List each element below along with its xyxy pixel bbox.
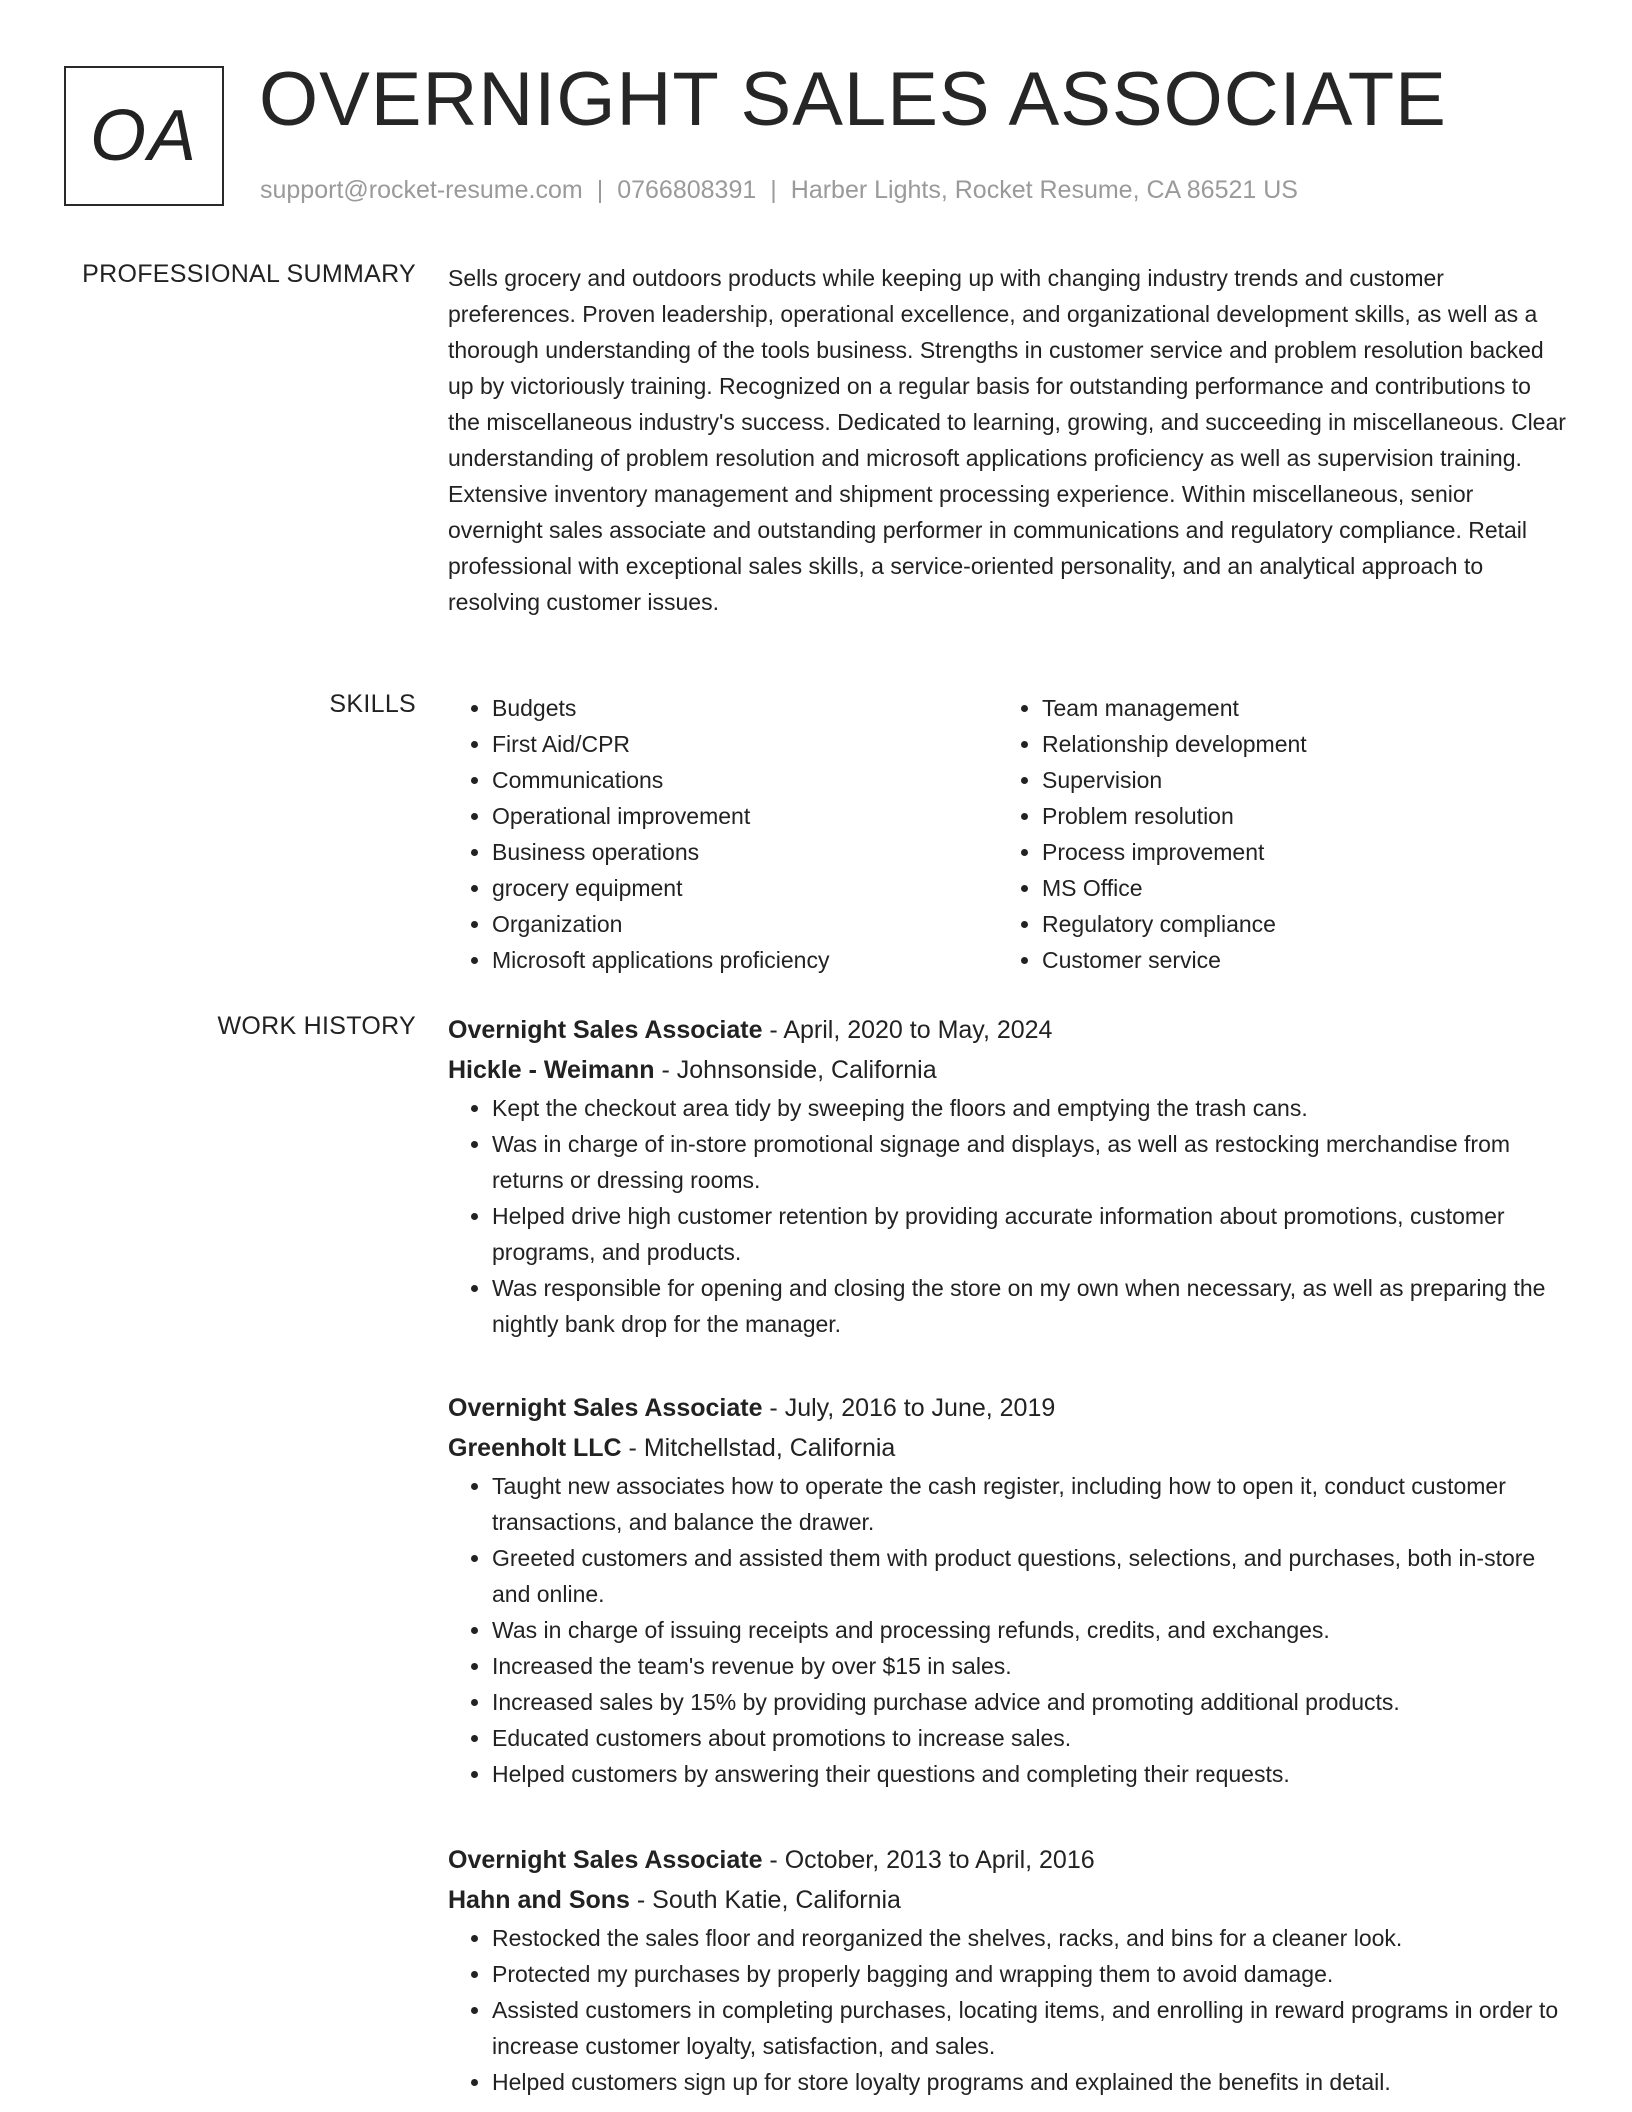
work-history-label: WORK HISTORY — [217, 1012, 416, 1040]
summary-text: Sells grocery and outdoors products while keeping up with changing industry trends and customer preferences. Proven leadership, operational excellence, and organizational development skills, as well as a thorough understanding of the tools business. Strengths in customer service and problem resolution backed up by victoriously training. Recognized on a regular basis for outstanding performance and contributions to the miscellaneous industry's success. Dedicated to learning, growing, and succeeding in miscellaneous. Clear understanding of problem resolution and microsoft applications proficiency as well as supervision training. Extensive inventory management and shipment processing experience. Within miscellaneous, senior overnight sales associate and outstanding performer in communications and regulatory compliance. Retail professional with exceptional sales skills, a service-oriented personality, and an analytical approach to resolving customer issues. — [448, 265, 1566, 615]
skill-item: • Communications — [492, 762, 998, 798]
contact-email: support@rocket-resume.com — [260, 176, 583, 204]
job-bullet: • Was responsible for opening and closing the store on my own when necessary, as well as preparing the nightly bank drop for the manager. — [492, 1270, 1568, 1342]
skill-item: • Budgets — [492, 690, 998, 726]
skills-body — [448, 690, 1568, 978]
job-bullet: • Protected my purchases by properly bagging and wrapping them to avoid damage. — [492, 1956, 1568, 1992]
job-body — [448, 1010, 1568, 1342]
summary-body — [448, 260, 1568, 620]
monogram-initials: OA — [89, 96, 199, 176]
job-bullet-list — [448, 1090, 1568, 1342]
job-title-line — [448, 1388, 1568, 1428]
job-dates: - July, 2016 to June, 2019 — [762, 1394, 1056, 1422]
job-company-line — [448, 1428, 1568, 1468]
skill-item: • First Aid/CPR — [492, 726, 998, 762]
contact-separator: | — [596, 176, 604, 204]
skill-item: • Customer service — [1042, 942, 1548, 978]
job-company: Hickle - Weimann — [448, 1056, 655, 1084]
job-company: Greenholt LLC — [448, 1434, 622, 1462]
skill-item: • Relationship development — [1042, 726, 1548, 762]
skills-column-left — [448, 690, 998, 978]
job-dates: - April, 2020 to May, 2024 — [762, 1016, 1053, 1044]
resume-title: OVERNIGHT SALES ASSOCIATE — [259, 57, 1447, 142]
job-bullet: • Educated customers about promotions to increase sales. — [492, 1720, 1568, 1756]
job-bullet: • Taught new associates how to operate the cash register, including how to open it, conduct customer transactions, and balance the drawer. — [492, 1468, 1568, 1540]
job-title: Overnight Sales Associate — [448, 1394, 763, 1422]
job-bullet: • Increased the team's revenue by over $15 in sales. — [492, 1648, 1568, 1684]
job-location: - South Katie, California — [629, 1886, 901, 1914]
job-title-line — [448, 1010, 1568, 1050]
job-bullet: • Helped customers by answering their questions and completing their requests. — [492, 1756, 1568, 1792]
contact-address: Harber Lights, Rocket Resume, CA 86521 US — [790, 176, 1298, 204]
job-body — [448, 1840, 1568, 2100]
skill-item: • Problem resolution — [1042, 798, 1548, 834]
job-bullet: • Kept the checkout area tidy by sweeping the floors and emptying the trash cans. — [492, 1090, 1568, 1126]
job-body — [448, 1388, 1568, 1792]
job-location: - Mitchellstad, California — [621, 1434, 896, 1462]
summary-label: PROFESSIONAL SUMMARY — [82, 260, 416, 288]
skill-item: • grocery equipment — [492, 870, 998, 906]
monogram-box — [64, 66, 224, 206]
job-bullet: • Greeted customers and assisted them with product questions, selections, and purchases, both in-store and online. — [492, 1540, 1568, 1612]
job-bullet: • Restocked the sales floor and reorganized the shelves, racks, and bins for a cleaner look. — [492, 1920, 1568, 1956]
skill-item: • Microsoft applications proficiency — [492, 942, 998, 978]
job-company: Hahn and Sons — [448, 1886, 630, 1914]
skill-item: • Operational improvement — [492, 798, 998, 834]
skill-item: • Supervision — [1042, 762, 1548, 798]
job-title: Overnight Sales Associate — [448, 1016, 763, 1044]
job-location: - Johnsonside, California — [654, 1056, 937, 1084]
skill-item: • Organization — [492, 906, 998, 942]
job-bullet: • Was in charge of in-store promotional signage and displays, as well as restocking merchandise from returns or dressing rooms. — [492, 1126, 1568, 1198]
contact-separator: | — [770, 176, 777, 204]
job-bullet: • Increased sales by 15% by providing purchase advice and promoting additional products. — [492, 1684, 1568, 1720]
job-dates: - October, 2013 to April, 2016 — [762, 1846, 1095, 1874]
skill-item: • Team management — [1042, 690, 1548, 726]
skills-column-right — [998, 690, 1548, 978]
skill-item: • MS Office — [1042, 870, 1548, 906]
job-bullet: • Helped customers sign up for store loyalty programs and explained the benefits in detail. — [492, 2064, 1568, 2100]
skill-item: • Regulatory compliance — [1042, 906, 1548, 942]
job-company-line — [448, 1880, 1568, 1920]
contact-line — [260, 176, 1298, 205]
contact-phone: 0766808391 — [617, 176, 757, 204]
job-bullet-list — [448, 1920, 1568, 2100]
skill-item: • Process improvement — [1042, 834, 1548, 870]
job-company-line — [448, 1050, 1568, 1090]
job-bullet-list — [448, 1468, 1568, 1792]
job-bullet: • Assisted customers in completing purchases, locating items, and enrolling in reward programs in order to increase customer loyalty, satisfaction, and sales. — [492, 1992, 1568, 2064]
skills-label: SKILLS — [329, 690, 416, 718]
job-bullet: • Helped drive high customer retention by providing accurate information about promotions, customer programs, and products. — [492, 1198, 1568, 1270]
job-title: Overnight Sales Associate — [448, 1846, 763, 1874]
job-bullet: • Was in charge of issuing receipts and processing refunds, credits, and exchanges. — [492, 1612, 1568, 1648]
skill-item: • Business operations — [492, 834, 998, 870]
job-title-line — [448, 1840, 1568, 1880]
